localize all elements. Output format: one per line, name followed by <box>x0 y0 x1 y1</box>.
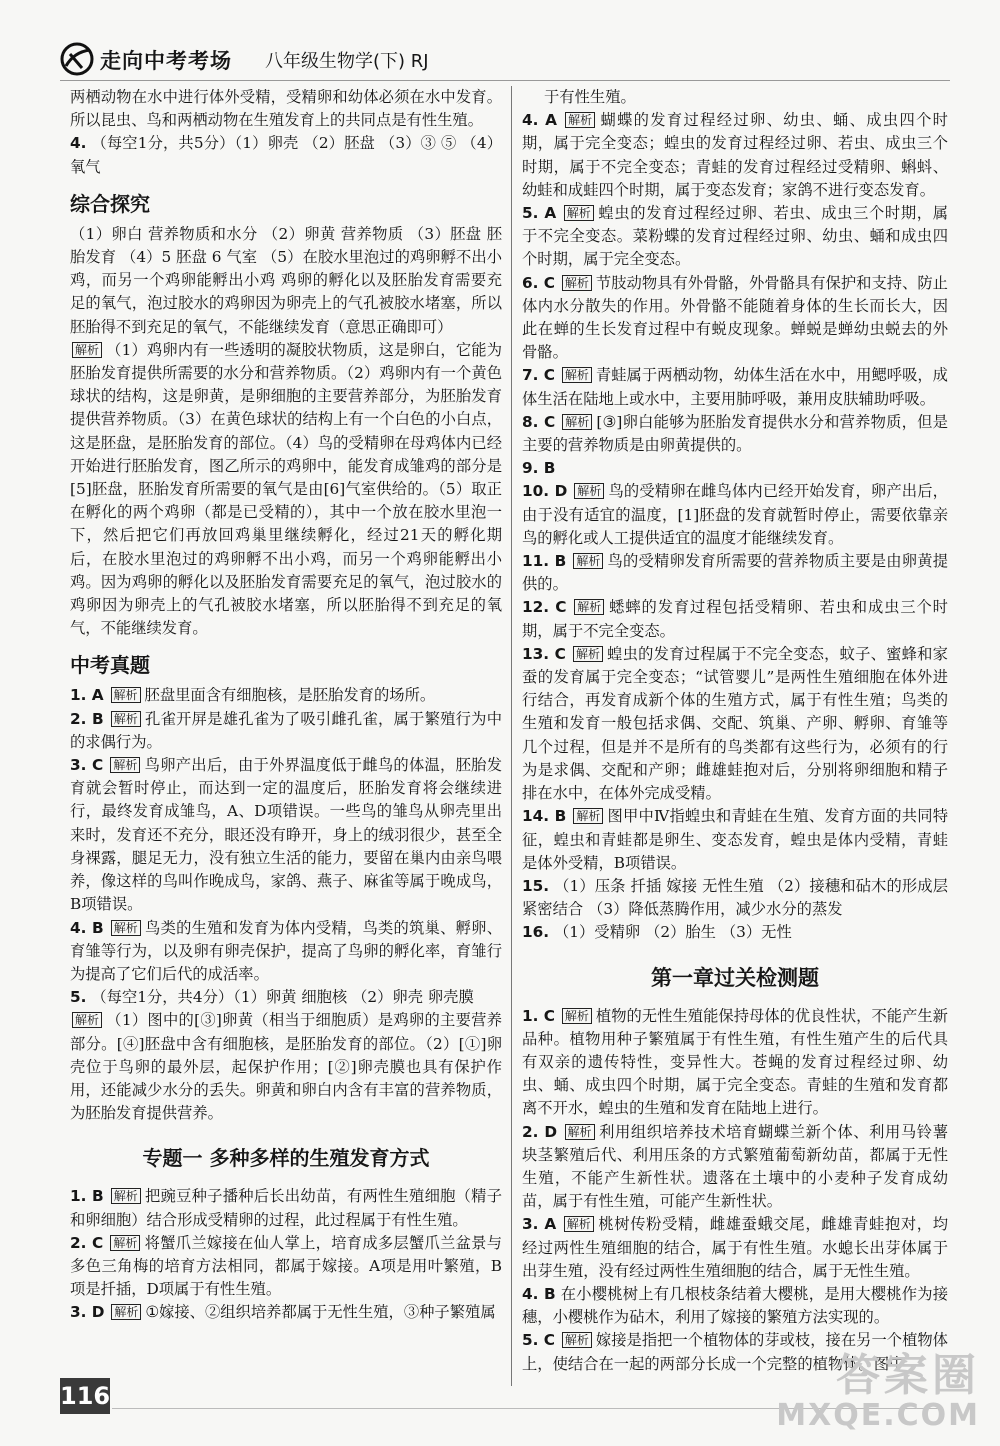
jiexi-label: 解析 <box>72 1012 102 1028</box>
chapter-test-list <box>522 1005 948 1376</box>
answer-item <box>70 1301 502 1324</box>
intro-continued: 两栖动物在水中进行体外受精，受精卵和幼体必须在水中发育。所以昆虫、鸟和两栖动物在生殖发育上的共同点是有性生殖。 <box>70 88 502 130</box>
item-number: 5. <box>70 988 87 1007</box>
item-text: 青蛙属于两栖动物，幼体生活在水中，用鳃呼吸，成体生活在陆地上或水中，主要用肺呼吸，兼用皮肤辅助呼吸。 <box>522 366 948 408</box>
watermark-line-1: 答案圈 <box>836 1350 980 1401</box>
continued-text: 于有性生殖。 <box>544 88 636 106</box>
explanation-text: （1）图中的[③]卵黄（相当于细胞质）是鸡卵的主要营养部分。[④]胚盘中含有细胞核，是胚胎发育的部位。（2）[①]卵壳位于鸟卵的最外层，起保护作用；[②]卵壳膜也具有保护作用，还能减少水分的丢失。卵黄和卵白内含有丰富的营养物质，为胚胎发育提供营养。 <box>70 1011 502 1123</box>
answer-item <box>522 1121 948 1214</box>
jiexi-label: 解析 <box>72 342 102 358</box>
jiexi-label: 解析 <box>573 553 603 569</box>
answer-item <box>522 202 948 272</box>
item-number: 15. <box>522 876 550 895</box>
section-title-zhuanti: 专题一 多种多样的生殖发育方式 <box>142 1146 430 1171</box>
item-text: 桃树传粉受精，雌雄蚕蛾交尾，雌雄青蛙抱对，均经过两性生殖细胞的结合，属于有性生殖。水螅长出芽体属于出芽生殖，没有经过两性生殖细胞的结合，属于无性生殖。 <box>522 1215 948 1280</box>
answer-item <box>522 109 948 202</box>
item-number: 1. C <box>522 1006 556 1025</box>
answer-item <box>522 643 948 805</box>
jiexi-label: 解析 <box>111 920 141 936</box>
item-text: （1）压条 扦插 嫁接 无性生殖 （2）接穗和砧木的形成层紧密结合 （3）降低蒸腾作用，减少水分的蒸发 <box>522 876 948 919</box>
answer-item <box>70 986 502 1009</box>
jiexi-label: 解析 <box>562 414 592 430</box>
answer-item <box>522 457 948 480</box>
answer-item <box>70 708 502 754</box>
brand-logo-icon <box>60 42 94 76</box>
item-text: ①嫁接、②组织培养都属于无性生殖，③种子繁殖属 <box>145 1303 496 1322</box>
column-divider <box>511 86 512 1386</box>
jiexi-label: 解析 <box>110 1235 140 1251</box>
jiexi-label: 解析 <box>562 1332 592 1348</box>
answer-item <box>70 754 502 916</box>
item-text: 鸟的受精卵发育所需要的营养物质主要是由卵黄提供的。 <box>522 552 948 594</box>
item-text: （每空1分，共5分）（1）卵壳 （2）胚盘 （3）③ ⑤ （4）氧气 <box>70 134 502 176</box>
answer-item <box>522 1283 948 1329</box>
item-text: 蝗虫的发育过程属于不完全变态，蚊子、蜜蜂和家蚕的发育属于完全变态；“试管婴儿”是两性生殖细胞在体外进行结合，再发育成新个体的生殖方式，属于有性生殖；鸟类的生殖和发育一般包括求偶、交配、筑巢、产卵、孵卵、育雏等几个过程，但是并不是所有的鸟类都有这些行为，必须有的行为是求偶、交配和产卵；雌雄蛙抱对后，分别将卵细胞和精子排在水中，在体外完成受精。 <box>522 644 948 803</box>
jiexi-label: 解析 <box>564 1216 594 1232</box>
item-number: 3. A <box>522 1215 557 1234</box>
jiexi-label: 解析 <box>111 711 141 727</box>
item-text: 鸟卵产出后，由于外界温度低于雌鸟的体温，胚胎发育就会暂时停止，而达到一定的温度后，胚胎发育将会继续进行，最终发育成雏鸟，A、D项错误。一些鸟的雏鸟从卵壳里出来时，发育还不充分，眼还没有睁开，身上的绒羽很少，甚至全身裸露，腿足无力，没有独立生活的能力，要留在巢内由亲鸟喂养，像这样的鸟叫作晚成鸟，家鸽、燕子、麻雀等属于晚成鸟，B项错误。 <box>70 756 502 914</box>
item-number: 4. B <box>522 1284 556 1303</box>
answer-item <box>70 684 502 707</box>
watermark <box>776 1352 980 1432</box>
item-number: 16. <box>522 923 550 942</box>
answer-item <box>522 596 948 642</box>
jiexi-label: 解析 <box>562 367 592 383</box>
zhongkao-list <box>70 684 502 1009</box>
left-column <box>70 86 502 1325</box>
jiexi-label: 解析 <box>573 646 603 662</box>
answer-item <box>70 1185 502 1231</box>
answer-item <box>522 364 948 410</box>
jiexi-label: 解析 <box>565 1124 595 1140</box>
answer-item <box>522 921 948 944</box>
item-number: 2. B <box>70 709 104 728</box>
jiexi-label: 解析 <box>574 483 604 499</box>
page-number: 116 <box>60 1378 110 1414</box>
item-number: 6. C <box>522 273 556 292</box>
item-text: 把豌豆种子播种后长出幼苗，有两性生殖细胞（精子和卵细胞）结合形成受精卵的过程，此过程属于有性生殖。 <box>70 1187 502 1229</box>
item-text: 鸟的受精卵在雌鸟体内已经开始发育，卵产出后，由于没有适宜的温度，[1]胚盘的发育就暂时停止，需要依靠亲鸟的孵化或人工提供适宜的温度才能继续发育。 <box>522 482 948 547</box>
header-rule <box>60 80 950 81</box>
item-number: 4. B <box>70 918 104 937</box>
item-number: 14. B <box>522 807 567 826</box>
answer-item <box>522 480 948 550</box>
item-number: 7. C <box>522 366 556 385</box>
item-number: 3. C <box>70 756 104 775</box>
item-text: 孔雀开屏是雄孔雀为了吸引雌孔雀，属于繁殖行为中的求偶行为。 <box>70 709 502 751</box>
zonghe-answer: （1）卵白 营养物质和水分 （2）卵黄 营养物质 （3）胚盘 胚胎发育 （4）5 胚盘 6 气室 （5）在胶水里泡过的鸡卵孵不出小鸡，而另一个鸡卵能孵出小鸡 鸡卵的孵化以及胚胎发育需要充足的氧气，泡过胶水的鸡卵因为卵壳上的气孔被胶水堵塞，所以胚胎得不到充足的氧气，不能继续发育（意思正确即可） <box>70 224 502 336</box>
jiexi-label: 解析 <box>565 112 595 128</box>
answer-item <box>522 1005 948 1121</box>
answer-list <box>522 109 948 944</box>
item-number: 3. D <box>70 1303 105 1322</box>
item-text: 蝗虫的发育过程经过卵、若虫、成虫三个时期，属于不完全变态。菜粉蝶的发育过程经过卵、幼虫、蛹和成虫四个时期，属于完全变态。 <box>522 204 948 269</box>
answer-item <box>522 875 948 921</box>
item-text: 节肢动物具有外骨骼，外骨骼具有保护和支持、防止体内水分散失的作用。外骨骼不能随着身体的生长而长大，因此在蝉的生长发育过程中有蜕皮现象。蝉蜕是蝉幼虫蜕去的外骨骼。 <box>522 273 948 362</box>
jiexi-label: 解析 <box>111 1188 141 1204</box>
item-text: 胚盘里面含有细胞核，是胚胎发育的场所。 <box>144 686 436 705</box>
page-header <box>60 42 560 76</box>
item-number: 5. A <box>522 204 557 223</box>
item-text: 图甲中Ⅳ指蝗虫和青蛙在生殖、发育方面的共同特征，蝗虫和青蛙都是卵生、变态发育，蝗虫是体内受精，青蛙是体外受精，B项错误。 <box>522 807 948 872</box>
jiexi-label: 解析 <box>574 599 604 615</box>
item-text: 利用组织培养技术培育蝴蝶兰新个体、利用马铃薯块茎繁殖后代、利用压条的方式繁殖葡萄新幼苗，都属于无性生殖，不能产生新性状。遗落在土壤中的小麦种子发育成幼苗，属于有性生殖，可能产生新性状。 <box>522 1122 948 1211</box>
section-title-chapter: 第一章过关检测题 <box>651 965 819 990</box>
book-title: 八年级生物学(下) RJ <box>265 51 429 72</box>
item-number: 8. C <box>522 412 556 431</box>
answer-item-4 <box>70 132 502 178</box>
jiexi-label: 解析 <box>562 1008 592 1024</box>
jiexi-label: 解析 <box>564 205 594 221</box>
item-number: 11. B <box>522 552 567 571</box>
item-number: 12. C <box>522 598 567 617</box>
explanation-text: （1）鸡卵内有一些透明的凝胶状物质，这是卵白，它能为胚胎发育提供所需要的水分和营养物质。（2）鸡卵内有一个黄色球状的结构，这是卵黄，是卵细胞的主要营养部分，为胚胎发育提供营养物质。（3）在黄色球状的结构上有一个白色的小白点，这是胚盘，是胚胎发育的部位。（4）鸟的受精卵在母鸡体内已经开始进行胚胎发育，图乙所示的鸡卵中，能发育成雏鸡的部分是[5]胚盘，胚胎发育所需要的氧气是由[6]气室供给的。（5）取正在孵化的两个鸡卵（都是已受精的），其中一个放在胶水里泡一下，然后把它们再放回鸡巢里继续孵化，经过21天的孵化期后，在胶水里泡过的鸡卵孵不出小鸡，而另一个鸡卵能孵出小鸡。因为鸡卵的孵化以及胚胎发育需要充足的氧气，泡过胶水的鸡卵因为卵壳上的气孔被胶水堵塞，所以胚胎得不到充足的氧气，不能继续发育。 <box>70 340 502 638</box>
item-number: 10. D <box>522 482 568 501</box>
item-text: （每空1分，共4分）（1）卵黄 细胞核 （2）卵壳 卵壳膜 <box>91 988 474 1007</box>
zonghe-explanation <box>70 339 502 641</box>
answer-item <box>70 917 502 987</box>
jiexi-label: 解析 <box>562 275 592 291</box>
right-column <box>522 86 948 1376</box>
item-number: 4. A <box>522 111 557 130</box>
item-number: 13. C <box>522 644 566 663</box>
jiexi-label: 解析 <box>111 687 141 703</box>
q5-explanation <box>70 1009 502 1125</box>
item-number: 2. C <box>70 1233 104 1252</box>
item-text: 将蟹爪兰嫁接在仙人掌上，培育成多层蟹爪兰盆景与多色三角梅的培育方法相同，都属于嫁接。A项是用叶繁殖，B项是扦插，D项属于有性生殖。 <box>70 1233 502 1299</box>
brand-title: 走向中考考场 <box>100 49 232 73</box>
item-text: 嫁接是指把一个植物体的芽或枝，接在另一个植物体上，使结合在一起的两部分长成一个完整的植物体。图中 <box>522 1331 948 1373</box>
item-text: 在小樱桃树上有几根枝条结着大樱桃，是用大樱桃作为接穗，小樱桃作为砧木，利用了嫁接的繁殖方法实现的。 <box>522 1284 948 1327</box>
answer-item <box>522 411 948 457</box>
answer-item <box>522 550 948 596</box>
zhuanti-list <box>70 1185 502 1324</box>
item-text: 植物的无性生殖能保持母体的优良性状，不能产生新品种。植物用种子繁殖属于有性生殖，有性生殖产生的后代具有双亲的遗传特性，变异性大。苍蝇的发育过程经过卵、幼虫、蛹、成虫四个时期，属于完全变态。青蛙的生殖和发育都离不开水，蝗虫的生殖和发育在陆地上进行。 <box>522 1006 948 1118</box>
item-number: 2. D <box>522 1122 558 1141</box>
item-text: 鸟类的生殖和发育为体内受精，鸟类的筑巢、孵卵、育雏等行为，以及卵有卵壳保护，提高了鸟卵的孵化率，育雏行为提高了它们后代的成活率。 <box>70 918 502 983</box>
section-title-zonghe: 综合探究 <box>70 191 150 216</box>
item-number: 1. A <box>70 686 104 705</box>
item-text: 蝴蝶的发育过程经过卵、幼虫、蛹、成虫四个时期，属于完全变态；蝗虫的发育过程经过卵、若虫、成虫三个时期，属于不完全变态；青蛙的发育过程经过受精卵、蝌蚪、幼蛙和成蛙四个时期，属于变态发育；家鸽不进行变态发育。 <box>522 111 948 199</box>
section-title-zhongkao: 中考真题 <box>70 653 150 678</box>
item-number: 4. <box>70 134 87 153</box>
jiexi-label: 解析 <box>573 808 603 824</box>
item-number: 5. C <box>522 1331 556 1350</box>
answer-item <box>70 1232 502 1302</box>
item-number: 9. B <box>522 459 556 478</box>
jiexi-label: 解析 <box>110 757 140 773</box>
answer-item <box>522 805 948 875</box>
item-text: （1）受精卵 （2）胎生 （3）无性 <box>553 923 792 942</box>
answer-item <box>522 1213 948 1283</box>
item-text: [③]卵白能够为胚胎发育提供水分和营养物质，但是主要的营养物质是由卵黄提供的。 <box>522 412 948 455</box>
item-text: 蟋蟀的发育过程包括受精卵、若虫和成虫三个时期，属于不完全变态。 <box>522 598 948 640</box>
watermark-line-2: MXQE.COM <box>776 1398 980 1433</box>
answer-item <box>522 272 948 365</box>
item-number: 1. B <box>70 1187 104 1206</box>
jiexi-label: 解析 <box>111 1304 141 1320</box>
